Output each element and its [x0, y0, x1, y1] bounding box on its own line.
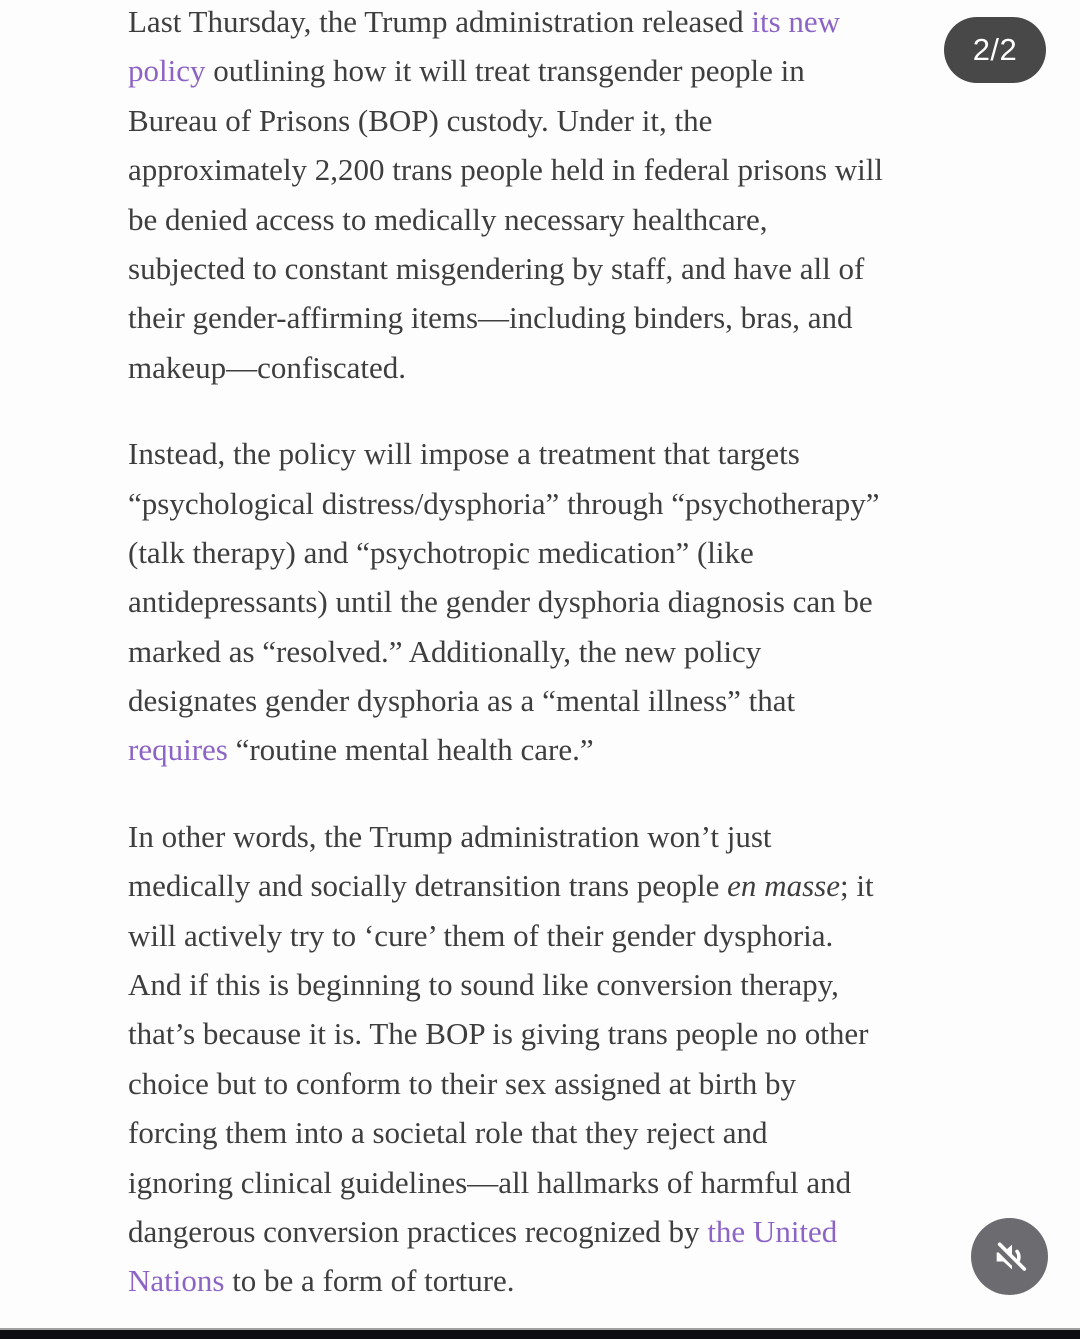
text-line	[128, 343, 978, 392]
body-text: approximately 2,200 trans people held in federal prisons will	[128, 152, 884, 188]
body-text: In other words, the Trump administration won’t just	[128, 818, 772, 854]
body-text: And if this is beginning to sound like conversion therapy,	[128, 967, 839, 1003]
paragraph	[128, 812, 978, 1306]
text-line	[128, 195, 978, 244]
text-line	[128, 479, 978, 528]
body-text: makeup—confiscated.	[128, 349, 407, 385]
body-text: their gender-affirming items—including binders, bras, and	[128, 300, 853, 336]
body-text: designates gender dysphoria as a “mental illness” that	[128, 683, 796, 719]
article-link[interactable]: its new	[751, 4, 841, 39]
text-line	[128, 1256, 978, 1305]
text-line	[128, 0, 978, 46]
body-text: “psychological distress/dysphoria” through “psychotherapy”	[128, 485, 880, 521]
text-line	[128, 1207, 978, 1256]
text-line	[128, 1158, 978, 1207]
carousel-page-label: 2/2	[972, 32, 1018, 67]
body-text: (talk therapy) and “psychotropic medication” (like	[128, 534, 754, 570]
italic-text: en masse	[727, 868, 840, 904]
bottom-bar	[0, 1328, 1080, 1339]
body-text: medically and socially detransition trans people	[128, 868, 728, 904]
text-line	[128, 627, 978, 676]
carousel-page-indicator	[944, 17, 1046, 83]
text-line	[128, 429, 978, 478]
body-text: dangerous conversion practices recognized by	[128, 1213, 708, 1249]
body-text: be denied access to medically necessary healthcare,	[128, 201, 768, 237]
paragraph	[128, 429, 978, 775]
text-line	[128, 244, 978, 293]
text-line	[128, 1108, 978, 1157]
body-text: forcing them into a societal role that they reject and	[128, 1115, 768, 1151]
body-text: that’s because it is. The BOP is giving trans people no other	[128, 1016, 869, 1052]
body-text: “routine mental health care.”	[227, 732, 594, 768]
body-text: subjected to constant misgendering by staff, and have all of	[128, 250, 865, 286]
text-line	[128, 293, 978, 342]
body-text: ignoring clinical guidelines—all hallmarks of harmful and	[128, 1164, 852, 1200]
body-text: to be a form of torture.	[224, 1263, 515, 1299]
mute-button[interactable]	[971, 1218, 1048, 1295]
article-body	[128, 0, 978, 1306]
text-line	[128, 1009, 978, 1058]
article-link[interactable]: the United	[707, 1213, 838, 1249]
body-text: will actively try to ‘cure’ them of their gender dysphoria.	[128, 917, 834, 953]
text-line	[128, 676, 978, 725]
body-text: Last Thursday, the Trump administration released	[128, 4, 752, 39]
body-text: marked as “resolved.” Additionally, the new policy	[128, 633, 762, 669]
text-line	[128, 812, 978, 861]
text-line	[128, 861, 978, 910]
text-line	[128, 46, 978, 95]
body-text: ; it	[839, 868, 874, 904]
body-text: outlining how it will treat transgender people in	[205, 53, 805, 89]
article-link[interactable]: policy	[128, 53, 206, 89]
body-text: antidepressants) until the gender dysphoria diagnosis can be	[128, 584, 873, 620]
text-line	[128, 911, 978, 960]
paragraph	[128, 0, 978, 392]
body-text: choice but to conform to their sex assigned at birth by	[128, 1065, 797, 1101]
article-link[interactable]: Nations	[128, 1263, 225, 1299]
text-line	[128, 96, 978, 145]
article-link[interactable]: requires	[128, 732, 228, 768]
text-line	[128, 1059, 978, 1108]
text-line	[128, 145, 978, 194]
text-line	[128, 725, 978, 774]
body-text: Bureau of Prisons (BOP) custody. Under it, the	[128, 102, 713, 138]
muted-speaker-icon	[990, 1237, 1030, 1277]
text-line	[128, 528, 978, 577]
body-text: Instead, the policy will impose a treatment that targets	[128, 436, 800, 472]
text-line	[128, 960, 978, 1009]
text-line	[128, 577, 978, 626]
